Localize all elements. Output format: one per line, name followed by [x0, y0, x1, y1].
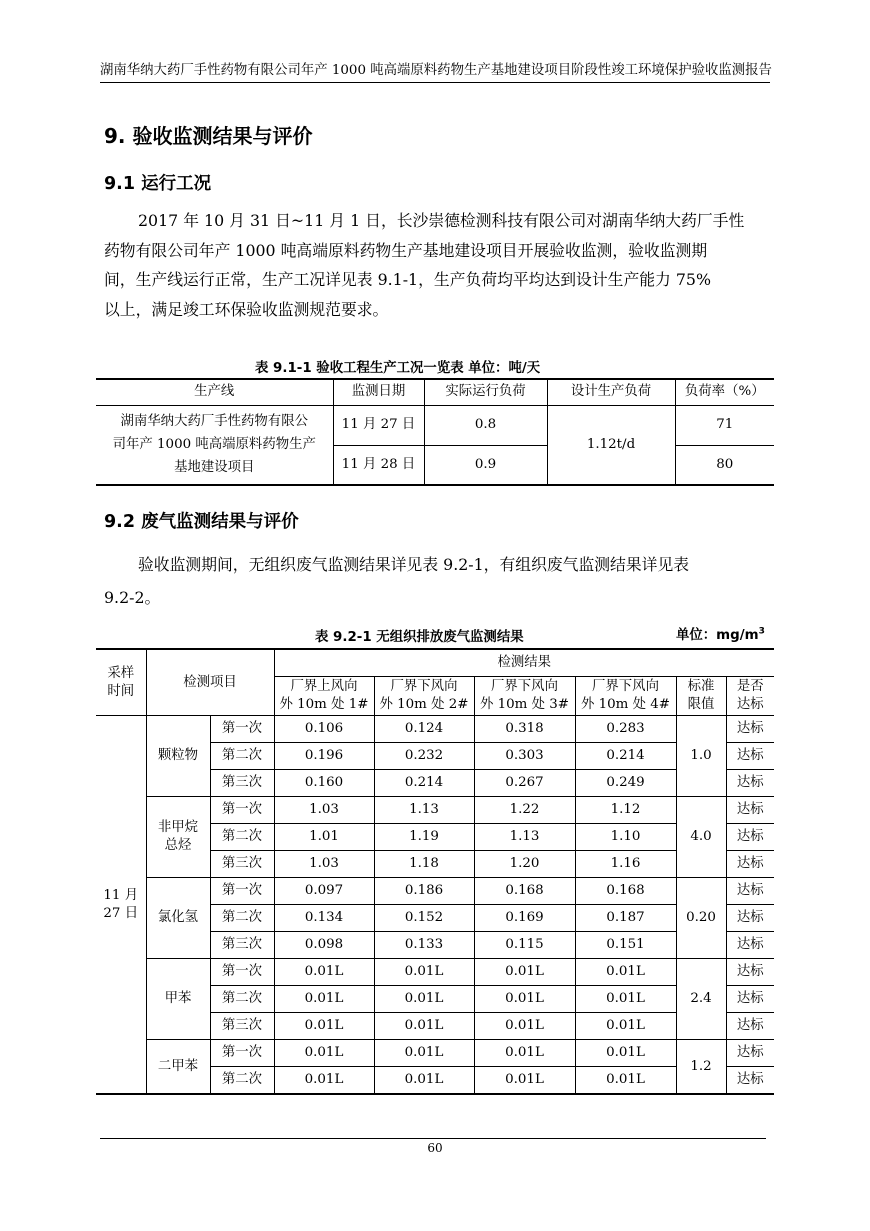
result-value: 0.249: [575, 770, 676, 797]
result-value: 1.13: [474, 824, 575, 851]
header-actual-load: 实际运行负荷: [424, 379, 547, 405]
load-rate-cell: 71: [675, 405, 774, 445]
result-value: 0.01L: [374, 1040, 474, 1067]
result-value: 1.22: [474, 797, 575, 824]
header-monitor-date: 监测日期: [333, 379, 424, 405]
result-value: 0.196: [274, 743, 374, 770]
compliance-status: 达标: [726, 932, 774, 959]
sample-round: 第二次: [210, 1067, 274, 1095]
compliance-status: 达标: [726, 986, 774, 1013]
result-value: 0.01L: [374, 986, 474, 1013]
result-value: 0.303: [474, 743, 575, 770]
result-value: 1.03: [274, 851, 374, 878]
sample-round: 第一次: [210, 878, 274, 905]
compliance-status: 达标: [726, 1040, 774, 1067]
table-row: [96, 716, 774, 743]
compliance-status: 达标: [726, 1067, 774, 1095]
section-9-title: 9. 验收监测结果与评价: [104, 124, 313, 148]
table-header-row: [96, 649, 774, 677]
result-value: 1.16: [575, 851, 676, 878]
result-value: 0.106: [274, 716, 374, 743]
result-value: 1.01: [274, 824, 374, 851]
result-value: 1.18: [374, 851, 474, 878]
compliance-status: 达标: [726, 1013, 774, 1040]
header-sampling-time-line: 采样: [107, 665, 135, 681]
table-9-2-unit: [676, 624, 765, 643]
compliance-status: 达标: [726, 878, 774, 905]
result-value: 0.01L: [575, 986, 676, 1013]
result-value: 0.214: [374, 770, 474, 797]
sample-round: 第二次: [210, 986, 274, 1013]
sample-round: 第一次: [210, 716, 274, 743]
header-point-3-line: 厂界下风向: [491, 679, 558, 694]
paragraph-line: 2017 年 10 月 31 日~11 月 1 日，长沙崇德检测科技有限公司对湖南华纳大药厂手性: [138, 211, 745, 230]
section-9-2-title: 9.2 废气监测结果与评价: [104, 512, 299, 532]
load-rate-cell: 80: [675, 445, 774, 485]
header-compliance-line: 是否: [736, 679, 764, 694]
result-value: 0.01L: [474, 986, 575, 1013]
result-value: 0.318: [474, 716, 575, 743]
result-value: 0.124: [374, 716, 474, 743]
sample-round: 第三次: [210, 1013, 274, 1040]
pollutant-name: [146, 716, 210, 797]
pollutant-name: [146, 797, 210, 878]
result-value: 0.01L: [274, 959, 374, 986]
sampling-date-line: 11 月: [103, 887, 139, 903]
result-value: 0.01L: [374, 959, 474, 986]
result-value: 0.01L: [474, 1013, 575, 1040]
compliance-status: 达标: [726, 824, 774, 851]
design-load-cell: 1.12t/d: [547, 405, 675, 485]
header-production-line: 生产线: [96, 379, 333, 405]
sample-round: 第一次: [210, 1040, 274, 1067]
table-row: [96, 959, 774, 986]
paragraph-line: 药物有限公司年产 1000 吨高端原料药物生产基地建设项目开展验收监测，验收监测期: [104, 240, 708, 260]
header-load-rate: 负荷率（%）: [675, 379, 774, 405]
result-value: 0.01L: [575, 1067, 676, 1095]
paragraph-line: 验收监测期间，无组织废气监测结果详见表 9.2-1，有组织废气监测结果详见表: [138, 555, 690, 574]
result-value: 0.214: [575, 743, 676, 770]
table-row: [96, 878, 774, 905]
line-name-part: 司年产 1000 吨高端原料药物生产: [112, 437, 316, 453]
result-value: 0.115: [474, 932, 575, 959]
standard-limit: 2.4: [676, 959, 726, 1040]
header-compliance-line: 达标: [736, 697, 764, 712]
unit-superscript: 3: [758, 626, 765, 637]
result-value: 0.168: [575, 878, 676, 905]
header-sampling-time: [96, 649, 146, 716]
result-value: 1.03: [274, 797, 374, 824]
result-value: 0.160: [274, 770, 374, 797]
sample-round: 第三次: [210, 770, 274, 797]
result-value: 1.13: [374, 797, 474, 824]
header-point-2: [374, 677, 474, 716]
actual-load-cell: 0.8: [424, 405, 547, 445]
header-point-3: [474, 677, 575, 716]
compliance-status: 达标: [726, 743, 774, 770]
sampling-date: [96, 716, 146, 1095]
header-sampling-time-line: 时间: [107, 683, 135, 699]
result-value: 0.267: [474, 770, 575, 797]
sample-round: 第一次: [210, 797, 274, 824]
actual-load-cell: 0.9: [424, 445, 547, 485]
header-point-4: [575, 677, 676, 716]
header-point-1-line: 厂界上风向: [290, 679, 358, 694]
result-value: 0.01L: [474, 1067, 575, 1095]
sample-round: 第一次: [210, 959, 274, 986]
sample-round: 第三次: [210, 932, 274, 959]
pollutant-name: [146, 878, 210, 959]
compliance-status: 达标: [726, 716, 774, 743]
paragraph-line: 9.2-2。: [104, 588, 161, 607]
table-9-2-caption: 表 9.2-1 无组织排放废气监测结果: [315, 630, 524, 645]
result-value: 0.01L: [274, 986, 374, 1013]
result-value: 0.01L: [575, 959, 676, 986]
header-point-2-line: 外 10m 处 2#: [379, 697, 469, 712]
result-value: 0.133: [374, 932, 474, 959]
header-point-3-line: 外 10m 处 3#: [479, 697, 570, 712]
page-number: 60: [427, 1141, 443, 1155]
header-design-load: 设计生产负荷: [547, 379, 675, 405]
table-header-row: [96, 379, 774, 405]
pollutant-name-line: 颗粒物: [157, 748, 199, 763]
result-value: 0.01L: [274, 1040, 374, 1067]
header-point-1: [274, 677, 374, 716]
section-9-2-paragraph: [104, 548, 770, 614]
result-value: 1.12: [575, 797, 676, 824]
date-cell: 11 月 28 日: [333, 445, 424, 485]
result-value: 0.01L: [374, 1013, 474, 1040]
section-9-1-paragraph: [104, 206, 770, 324]
fugitive-emission-table: [96, 648, 774, 1095]
result-value: 0.01L: [274, 1013, 374, 1040]
result-value: 0.187: [575, 905, 676, 932]
line-name-part: 基地建设项目: [174, 460, 255, 476]
section-9-1-title: 9.1 运行工况: [104, 174, 212, 194]
table-9-1-caption: 表 9.1-1 验收工程生产工况一览表 单位：吨/天: [255, 361, 541, 376]
header-compliance: [726, 677, 774, 716]
result-value: 1.20: [474, 851, 575, 878]
report-header: 湖南华纳大药厂手性药物有限公司年产 1000 吨高端原料药物生产基地建设项目阶段性竣工环境保护验收监测报告: [100, 63, 772, 78]
pollutant-name-line: 二甲苯: [157, 1058, 199, 1074]
pollutant-name-line: 总烃: [164, 838, 192, 853]
sample-round: 第二次: [210, 905, 274, 932]
result-value: 0.151: [575, 932, 676, 959]
result-value: 1.19: [374, 824, 474, 851]
header-standard-limit: [676, 677, 726, 716]
result-value: 0.097: [274, 878, 374, 905]
result-value: 0.01L: [274, 1067, 374, 1095]
result-value: 1.10: [575, 824, 676, 851]
compliance-status: 达标: [726, 797, 774, 824]
result-value: 0.01L: [474, 959, 575, 986]
header-test-results: 检测结果: [274, 649, 774, 677]
pollutant-name: [146, 1040, 210, 1095]
table-row: [96, 1040, 774, 1067]
result-value: 0.152: [374, 905, 474, 932]
compliance-status: 达标: [726, 959, 774, 986]
standard-limit: 1.0: [676, 716, 726, 797]
paragraph-line: 间，生产线运行正常，生产工况详见表 9.1-1，生产负荷均平均达到设计生产能力 75%: [104, 270, 711, 289]
sampling-date-line: 27 日: [103, 905, 139, 921]
header-point-2-line: 厂界下风向: [390, 679, 458, 694]
result-value: 0.169: [474, 905, 575, 932]
sample-round: 第二次: [210, 743, 274, 770]
line-name-part: 湖南华纳大药厂手性药物有限公: [120, 414, 308, 430]
header-point-1-line: 外 10m 处 1#: [279, 697, 369, 712]
sample-round: 第二次: [210, 824, 274, 851]
result-value: 0.01L: [474, 1040, 575, 1067]
compliance-status: 达标: [726, 770, 774, 797]
pollutant-name: [146, 959, 210, 1040]
production-conditions-table: [96, 378, 774, 486]
standard-limit: 1.2: [676, 1040, 726, 1095]
result-value: 0.134: [274, 905, 374, 932]
header-point-4-line: 厂界下风向: [592, 679, 659, 694]
sample-round: 第三次: [210, 851, 274, 878]
result-value: 0.098: [274, 932, 374, 959]
date-cell: 11 月 27 日: [333, 405, 424, 445]
standard-limit: 0.20: [676, 878, 726, 959]
result-value: 0.01L: [575, 1013, 676, 1040]
result-value: 0.01L: [575, 1040, 676, 1067]
header-point-4-line: 外 10m 处 4#: [580, 697, 671, 712]
table-row: [96, 797, 774, 824]
result-value: 0.186: [374, 878, 474, 905]
paragraph-line: 以上，满足竣工环保验收监测规范要求。: [104, 299, 389, 319]
compliance-status: 达标: [726, 851, 774, 878]
header-rule: [100, 82, 770, 83]
header-standard-limit-line: 标准: [687, 679, 715, 694]
result-value: 0.283: [575, 716, 676, 743]
unit-text: 单位：mg/m: [676, 628, 759, 643]
table-row: [96, 405, 774, 445]
pollutant-name-line: 氯化氢: [157, 910, 199, 925]
result-value: 0.01L: [374, 1067, 474, 1095]
pollutant-name-line: 甲苯: [164, 991, 192, 1006]
compliance-status: 达标: [726, 905, 774, 932]
result-value: 0.168: [474, 878, 575, 905]
standard-limit: 4.0: [676, 797, 726, 878]
footer-rule: [100, 1138, 766, 1139]
pollutant-name-line: 非甲烷: [157, 820, 199, 835]
production-line-name: [96, 405, 333, 485]
header-test-item: 检测项目: [146, 649, 274, 716]
header-standard-limit-line: 限值: [687, 697, 715, 712]
result-value: 0.232: [374, 743, 474, 770]
